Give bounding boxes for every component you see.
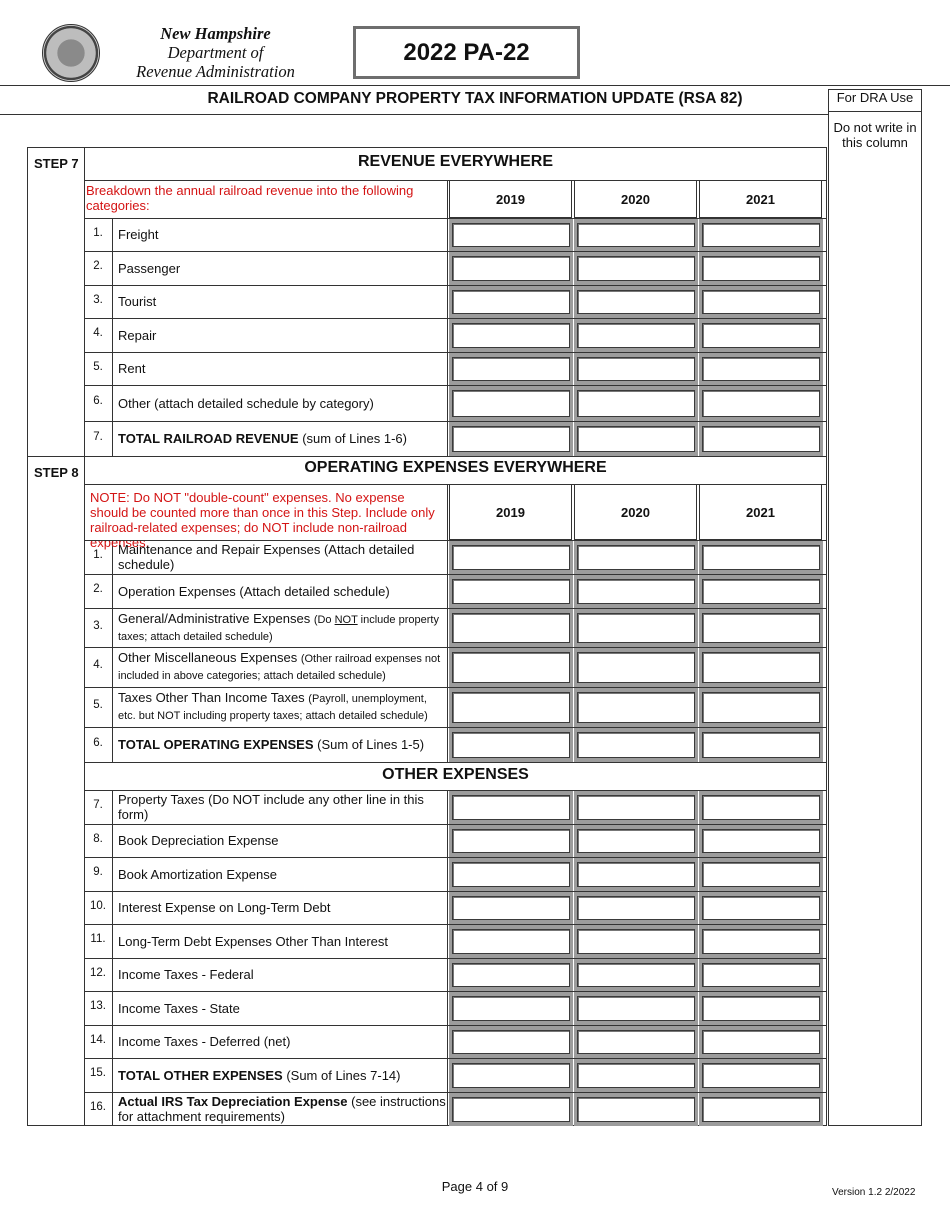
- line-label: [118, 608, 446, 647]
- amount-cell: [449, 728, 573, 762]
- form-number: 2022 PA-22: [403, 38, 530, 66]
- amount-input-2019[interactable]: [452, 256, 570, 281]
- line-number: 1.: [93, 226, 103, 239]
- line-number: 6.: [93, 395, 103, 407]
- amount-cell: [449, 541, 573, 574]
- amount-input-2021[interactable]: [702, 896, 820, 920]
- amount-cell: [574, 252, 698, 285]
- amount-cell: [699, 648, 823, 687]
- line-label: [118, 251, 446, 285]
- amount-cell: [449, 422, 573, 456]
- dra-use-label: For DRA Use: [836, 90, 914, 105]
- step8-section-title: OPERATING EXPENSES EVERYWHERE: [304, 459, 607, 476]
- line-label: [118, 924, 446, 958]
- header-rule: [0, 85, 950, 86]
- amount-input-2020[interactable]: [577, 829, 695, 853]
- amount-input-2019[interactable]: [452, 652, 570, 683]
- amount-cell: [699, 825, 823, 857]
- step7-instruction: Breakdown the annual railroad revenue into the following categories:: [86, 183, 414, 213]
- amount-cell: [699, 252, 823, 285]
- amount-input-2019[interactable]: [452, 929, 570, 954]
- amount-input-2020[interactable]: [577, 996, 695, 1021]
- amount-input-2020[interactable]: [577, 1030, 695, 1054]
- line-label-text: [118, 1068, 400, 1083]
- state-seal-logo: [42, 24, 100, 82]
- amount-input-2020[interactable]: [577, 390, 695, 417]
- line-number: 13.: [90, 1000, 106, 1012]
- line-label: [118, 991, 446, 1025]
- amount-cell: [449, 688, 573, 727]
- line-label-main: Income Taxes - State: [118, 1000, 240, 1016]
- amount-cell: [699, 992, 823, 1025]
- amount-cell: [449, 575, 573, 608]
- amount-input-2020[interactable]: [577, 795, 695, 820]
- amount-cell: [574, 219, 698, 251]
- line-number: 9.: [93, 866, 103, 878]
- amount-cell: [574, 541, 698, 574]
- agency-name: [118, 24, 313, 81]
- amount-input-2020[interactable]: [577, 732, 695, 758]
- line-label-text: [118, 690, 446, 724]
- amount-input-2021[interactable]: [702, 652, 820, 683]
- dra-header-rule: [828, 111, 922, 112]
- line-label-main: Property Taxes (Do NOT include any other line in this form): [118, 792, 424, 822]
- line-number: 3.: [93, 619, 103, 632]
- amount-input-2021[interactable]: [702, 963, 820, 987]
- amount-input-2019[interactable]: [452, 862, 570, 887]
- year-header-2019: 2019: [449, 180, 572, 218]
- amount-input-2019[interactable]: [452, 613, 570, 643]
- amount-cell: [574, 728, 698, 762]
- line-number: 14.: [90, 1033, 106, 1046]
- amount-input-2021[interactable]: [702, 290, 820, 314]
- line-label-main: Tourist: [118, 294, 157, 309]
- line-label-text: [118, 1034, 290, 1049]
- line-label: [118, 891, 446, 924]
- other-expenses-title: OTHER EXPENSES: [382, 766, 529, 783]
- line-label: [118, 790, 446, 824]
- year-header-2020: 2020: [574, 180, 697, 218]
- amount-cell: [699, 422, 823, 456]
- amount-cell: [574, 925, 698, 958]
- line-label-text: [118, 542, 446, 572]
- line-label-text: [118, 1094, 446, 1124]
- line-label-text: [118, 1001, 240, 1016]
- amount-input-2019[interactable]: [452, 1030, 570, 1054]
- line-number: 2.: [93, 260, 103, 272]
- amount-input-2021[interactable]: [702, 323, 820, 348]
- amount-cell: [574, 959, 698, 991]
- amount-cell: [449, 1026, 573, 1058]
- line-label-main: Operation Expenses (Attach detailed schedule): [118, 583, 390, 599]
- line-number: 3.: [93, 293, 103, 306]
- line-label-main: Passenger: [118, 260, 181, 276]
- line-number: 5.: [93, 699, 103, 711]
- line-label-main: Other (attach detailed schedule by category): [118, 395, 374, 411]
- line-label: [118, 824, 446, 857]
- amount-cell: [449, 825, 573, 857]
- amount-input-2021[interactable]: [702, 829, 820, 853]
- line-label-text: [118, 261, 180, 276]
- agency-line3: Revenue Administration: [136, 62, 295, 81]
- amount-cell: [699, 1093, 823, 1126]
- line-number: 5.: [93, 360, 103, 373]
- amount-cell: [449, 648, 573, 687]
- line-label: [118, 318, 446, 352]
- title-rule: [0, 114, 828, 115]
- line-label-main: Long-Term Debt Expenses Other Than Interest: [118, 933, 389, 949]
- amount-input-2021[interactable]: [702, 1097, 820, 1122]
- amount-input-2021[interactable]: [702, 545, 820, 570]
- line-label-main: (sum of Lines 1-6): [298, 431, 407, 446]
- version-label: Version 1.2 2/2022: [832, 1187, 916, 1198]
- line-label: [118, 1092, 446, 1126]
- amount-input-2019[interactable]: [452, 963, 570, 987]
- line-label-text: [118, 867, 277, 882]
- amount-input-2020[interactable]: [577, 357, 695, 381]
- amount-cell: [574, 353, 698, 385]
- line-label-text: [118, 584, 390, 599]
- amount-input-2021[interactable]: [702, 1030, 820, 1054]
- amount-cell: [449, 219, 573, 251]
- line-label-main: Rent: [118, 361, 146, 376]
- line-label-text: [118, 900, 330, 915]
- line-label: [118, 687, 446, 727]
- amount-cell: [574, 648, 698, 687]
- line-label-note: include property taxes; attach detailed schedule): [118, 613, 439, 643]
- amount-input-2020[interactable]: [577, 896, 695, 920]
- amount-cell: [699, 541, 823, 574]
- line-number: 12.: [90, 966, 106, 979]
- line-number: 4.: [93, 659, 103, 671]
- amount-cell: [699, 688, 823, 727]
- line-label-main: (Sum of Lines 7-14): [282, 1067, 401, 1083]
- step7-section-title: REVENUE EVERYWHERE: [358, 153, 553, 170]
- amount-input-2019[interactable]: [452, 795, 570, 820]
- amount-cell: [699, 575, 823, 608]
- line-label: [118, 421, 446, 456]
- line-label: [118, 647, 446, 687]
- amount-cell: [449, 892, 573, 924]
- amount-cell: [574, 609, 698, 647]
- amount-cell: [699, 728, 823, 762]
- line-label-text: [118, 611, 446, 645]
- line-label: [118, 352, 446, 385]
- amount-input-2019[interactable]: [452, 390, 570, 417]
- amount-input-2020[interactable]: [577, 426, 695, 452]
- amount-cell: [574, 791, 698, 824]
- line-label: [118, 218, 446, 251]
- amount-cell: [699, 1026, 823, 1058]
- amount-input-2020[interactable]: [577, 963, 695, 987]
- line-label-text: [118, 361, 145, 376]
- amount-input-2019[interactable]: [452, 579, 570, 604]
- amount-input-2020[interactable]: [577, 323, 695, 348]
- amount-cell: [699, 319, 823, 352]
- line-label-bold: Actual IRS Tax Depreciation Expense: [118, 1094, 348, 1109]
- amount-input-2019[interactable]: [452, 732, 570, 758]
- amount-input-2020[interactable]: [577, 692, 695, 723]
- form-title: RAILROAD COMPANY PROPERTY TAX INFORMATION UPDATE (RSA 82): [207, 90, 743, 107]
- amount-cell: [574, 1059, 698, 1092]
- amount-input-2019[interactable]: [452, 996, 570, 1021]
- amount-input-2019[interactable]: [452, 1097, 570, 1122]
- amount-cell: [699, 858, 823, 891]
- amount-input-2020[interactable]: [577, 613, 695, 643]
- line-label-main: Taxes Other Than Income Taxes: [118, 690, 309, 705]
- line-label: [118, 540, 446, 574]
- line-number: 10.: [90, 899, 106, 912]
- line-label-main: Freight: [118, 227, 159, 242]
- amount-cell: [574, 992, 698, 1025]
- line-label: [118, 857, 446, 891]
- amount-input-2021[interactable]: [702, 357, 820, 381]
- line-label-text: [118, 396, 374, 411]
- line-label: [118, 727, 446, 762]
- amount-cell: [699, 286, 823, 318]
- line-label-text: [118, 294, 156, 309]
- amount-input-2021[interactable]: [702, 426, 820, 452]
- line-label: [118, 958, 446, 991]
- amount-input-2020[interactable]: [577, 1063, 695, 1088]
- amount-input-2019[interactable]: [452, 545, 570, 570]
- amount-cell: [574, 892, 698, 924]
- line-label-main: (Sum of Lines 1-5): [313, 737, 425, 752]
- line-label-text: [118, 967, 254, 982]
- line-label: [118, 1025, 446, 1058]
- amount-input-2021[interactable]: [702, 613, 820, 643]
- line-label-text: [118, 792, 446, 822]
- line-number: 4.: [93, 327, 103, 339]
- line-number: 11.: [90, 933, 106, 945]
- line-label-main: Book Amortization Expense: [118, 866, 277, 882]
- amount-cell: [574, 286, 698, 318]
- amount-cell: [574, 319, 698, 352]
- amount-cell: [699, 925, 823, 958]
- line-label-main: Interest Expense on Long-Term Debt: [118, 900, 331, 915]
- agency-line1: New Hampshire: [160, 24, 271, 43]
- amount-input-2020[interactable]: [577, 579, 695, 604]
- line-label-bold: TOTAL OPERATING EXPENSES: [118, 737, 314, 752]
- amount-cell: [574, 1026, 698, 1058]
- amount-input-2021[interactable]: [702, 692, 820, 723]
- line-label-main: Income Taxes - Federal: [118, 967, 254, 982]
- amount-input-2019[interactable]: [452, 1063, 570, 1088]
- amount-input-2021[interactable]: [702, 929, 820, 954]
- line-label-main: Maintenance and Repair Expenses (Attach detailed schedule): [118, 542, 415, 572]
- line-label-text: [118, 650, 446, 684]
- amount-cell: [574, 422, 698, 456]
- amount-cell: [449, 925, 573, 958]
- step7-label: STEP 7: [34, 156, 79, 171]
- amount-input-2021[interactable]: [702, 862, 820, 887]
- amount-cell: [699, 1059, 823, 1092]
- amount-input-2021[interactable]: [702, 732, 820, 758]
- line-label-note: (Other railroad expenses not included in above categories; attach detailed schedule): [118, 653, 441, 682]
- step8-label: STEP 8: [34, 465, 79, 480]
- amount-cell: [574, 575, 698, 608]
- amount-cell: [449, 1093, 573, 1126]
- line-label-bold: TOTAL RAILROAD REVENUE: [118, 431, 299, 446]
- amount-cell: [574, 858, 698, 891]
- line-label-main: Other Miscellaneous Expenses: [118, 650, 301, 665]
- amount-cell: [449, 609, 573, 647]
- line-number: 1.: [93, 549, 103, 561]
- amount-input-2021[interactable]: [702, 996, 820, 1021]
- amount-input-2019[interactable]: [452, 323, 570, 348]
- amount-cell: [449, 858, 573, 891]
- amount-cell: [574, 688, 698, 727]
- step8-note: NOTE: Do NOT "double-count" expenses. No expense should be counted more than once in this Step. Include only railroad-related expenses; do NOT include non-railroad expenses.: [90, 490, 435, 550]
- line-label-text: [118, 431, 407, 446]
- line-number: 7.: [93, 799, 103, 811]
- year-header-2021: 2021: [699, 180, 822, 218]
- amount-input-2020[interactable]: [577, 1097, 695, 1122]
- amount-cell: [699, 219, 823, 251]
- amount-input-2020[interactable]: [577, 545, 695, 570]
- amount-cell: [449, 286, 573, 318]
- line-label-text: [118, 227, 158, 242]
- dra-use-column: [828, 89, 922, 1126]
- amount-cell: [574, 1093, 698, 1126]
- amount-cell: [699, 791, 823, 824]
- line-label-text: [118, 737, 424, 752]
- amount-input-2019[interactable]: [452, 829, 570, 853]
- form-number-box: [353, 26, 580, 79]
- line-label-main: (see instructions for attachment requirements): [118, 1094, 446, 1124]
- year-header-2021: 2021: [699, 484, 822, 540]
- amount-input-2019[interactable]: [452, 692, 570, 723]
- amount-input-2020[interactable]: [577, 652, 695, 683]
- amount-input-2020[interactable]: [577, 862, 695, 887]
- amount-cell: [449, 992, 573, 1025]
- amount-cell: [449, 353, 573, 385]
- line-label-main: Book Depreciation Expense: [118, 833, 279, 848]
- line-label-note: NOT: [334, 613, 358, 626]
- line-label: [118, 385, 446, 421]
- line-label-text: [118, 833, 278, 848]
- amount-input-2019[interactable]: [452, 290, 570, 314]
- amount-input-2019[interactable]: [452, 223, 570, 247]
- amount-input-2019[interactable]: [452, 357, 570, 381]
- amount-input-2020[interactable]: [577, 290, 695, 314]
- line-number: 7.: [93, 430, 103, 443]
- amount-cell: [449, 1059, 573, 1092]
- year-header-2019: 2019: [449, 484, 572, 540]
- line-label-main: Repair: [118, 327, 157, 343]
- line-label: [118, 574, 446, 608]
- amount-cell: [449, 791, 573, 824]
- line-label-text: [118, 934, 388, 949]
- line-label-bold: TOTAL OTHER EXPENSES: [118, 1067, 283, 1083]
- amount-cell: [449, 386, 573, 421]
- line-number: 15.: [90, 1067, 106, 1079]
- line-label-note: (Payroll, unemployment, etc. but NOT including property taxes; attach detailed schedule): [118, 693, 428, 722]
- year-header-2020: 2020: [574, 484, 697, 540]
- amount-input-2021[interactable]: [702, 795, 820, 820]
- amount-input-2019[interactable]: [452, 426, 570, 452]
- line-number: 2.: [93, 583, 103, 595]
- line-number: 16.: [90, 1101, 106, 1113]
- line-label: [118, 1058, 446, 1092]
- amount-cell: [699, 609, 823, 647]
- page-number: Page 4 of 9: [441, 1179, 509, 1194]
- line-label-main: Income Taxes - Deferred (net): [118, 1034, 291, 1049]
- step8-rule: [27, 456, 827, 457]
- amount-input-2021[interactable]: [702, 579, 820, 604]
- line-label: [118, 285, 446, 318]
- dra-note: Do not write in this column: [833, 120, 917, 150]
- line-number: 8.: [93, 832, 103, 845]
- amount-input-2021[interactable]: [702, 1063, 820, 1088]
- amount-cell: [574, 386, 698, 421]
- amount-input-2020[interactable]: [577, 223, 695, 247]
- amount-cell: [699, 386, 823, 421]
- line-label-note: (Do: [313, 613, 335, 626]
- amount-cell: [699, 959, 823, 991]
- amount-cell: [449, 252, 573, 285]
- line-label-main: General/Administrative Expenses: [118, 610, 314, 626]
- line-number: 6.: [93, 736, 103, 749]
- amount-cell: [699, 892, 823, 924]
- amount-input-2020[interactable]: [577, 929, 695, 954]
- amount-input-2021[interactable]: [702, 390, 820, 417]
- amount-input-2019[interactable]: [452, 896, 570, 920]
- amount-input-2020[interactable]: [577, 256, 695, 281]
- amount-cell: [449, 959, 573, 991]
- amount-input-2021[interactable]: [702, 223, 820, 247]
- amount-cell: [574, 825, 698, 857]
- amount-input-2021[interactable]: [702, 256, 820, 281]
- other-expenses-top-rule: [84, 762, 827, 763]
- amount-cell: [699, 353, 823, 385]
- amount-cell: [449, 319, 573, 352]
- agency-line2: Department of: [167, 43, 264, 62]
- line-label-text: [118, 328, 156, 343]
